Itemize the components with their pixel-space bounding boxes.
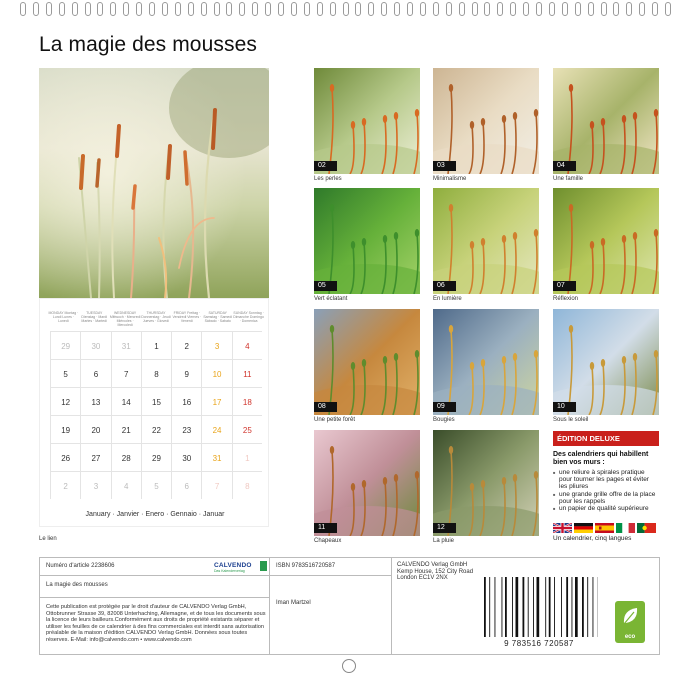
spiral-ring	[343, 2, 349, 16]
spiral-ring	[381, 2, 387, 16]
spiral-ring	[446, 2, 452, 16]
calendar-day: 4	[232, 331, 262, 359]
spiral-ring	[304, 2, 310, 16]
spiral-ring	[601, 2, 607, 16]
spiral-ring	[46, 2, 52, 16]
spiral-ring	[188, 2, 194, 16]
spiral-ring	[123, 2, 129, 16]
spiral-ring	[459, 2, 465, 16]
calendar-day: 6	[171, 471, 201, 499]
calendar-day: 19	[50, 415, 80, 443]
calendar-day: 17	[201, 387, 231, 415]
photo-number: 10	[553, 402, 576, 412]
photo-thumbnail	[314, 188, 420, 294]
calendar-day: 13	[80, 387, 110, 415]
photo-number: 09	[433, 402, 456, 412]
calendar-day: 11	[232, 359, 262, 387]
calendar-day: 8	[141, 359, 171, 387]
calendar-day: 16	[171, 387, 201, 415]
info-middle-column	[270, 558, 392, 654]
hanging-hole	[342, 659, 356, 673]
spiral-ring	[136, 2, 142, 16]
photo-caption: Vert éclatant	[314, 296, 348, 302]
spiral-ring	[85, 2, 91, 16]
spiral-ring	[639, 2, 645, 16]
calendar-day: 28	[111, 443, 141, 471]
spiral-ring	[252, 2, 258, 16]
spiral-ring	[226, 2, 232, 16]
calendar-day: 14	[111, 387, 141, 415]
photo-caption: Minimalisme	[433, 176, 467, 182]
flags-caption: Un calendrier, cinq langues	[553, 535, 632, 542]
spiral-ring	[652, 2, 658, 16]
calendar-day: 29	[141, 443, 171, 471]
photo-thumbnail	[553, 309, 659, 415]
italy-flag-icon	[616, 523, 635, 533]
eco-badge: eco	[615, 601, 645, 643]
calendar-day: 26	[50, 443, 80, 471]
weekday-header: MONDAY Montag · Lundi Lunes · Lunedì	[48, 311, 79, 323]
calendar-day: 6	[80, 359, 110, 387]
calendar-day: 22	[141, 415, 171, 443]
spiral-ring	[394, 2, 400, 16]
photo-number: 11	[314, 523, 337, 533]
spiral-ring	[562, 2, 568, 16]
photo-number: 07	[553, 281, 576, 291]
calendar-day: 20	[80, 415, 110, 443]
photo-number: 02	[314, 161, 337, 171]
calendar-day: 9	[171, 359, 201, 387]
germany-flag-icon	[574, 523, 593, 533]
spiral-ring	[549, 2, 555, 16]
isbn: ISBN 9783516720587	[276, 563, 336, 569]
spiral-ring	[239, 2, 245, 16]
calendar-day: 31	[201, 443, 231, 471]
spiral-ring	[407, 2, 413, 16]
calvendo-mark-icon	[260, 561, 267, 571]
calendar-day: 3	[201, 331, 231, 359]
spiral-ring	[265, 2, 271, 16]
photo-caption: Les perles	[314, 176, 342, 182]
photo-caption: La pluie	[433, 538, 455, 544]
calendar-day: 23	[171, 415, 201, 443]
spiral-ring	[175, 2, 181, 16]
spain-flag-icon	[595, 523, 614, 533]
calendar-day: 10	[201, 359, 231, 387]
publisher-address: CALVENDO Verlag GmbH Kemp House, 152 City Road London EC1V 2NX	[397, 562, 474, 582]
photo-number: 04	[553, 161, 576, 171]
spiral-ring	[497, 2, 503, 16]
spiral-ring	[433, 2, 439, 16]
main-photo	[39, 68, 269, 298]
photo-number: 06	[433, 281, 456, 291]
language-flags	[553, 523, 659, 533]
photo-number: 03	[433, 161, 456, 171]
photo-caption: En lumière	[433, 296, 462, 302]
leaf-icon	[615, 601, 645, 631]
calendar-day: 29	[50, 331, 80, 359]
spiral-ring	[665, 2, 671, 16]
spiral-ring	[20, 2, 26, 16]
spiral-ring	[510, 2, 516, 16]
photo-number: 05	[314, 281, 337, 291]
calvendo-logo: CALVENDO Das Kalenderverlag	[214, 562, 252, 573]
weekday-header: SATURDAY Samstag · Samedi Sábado · Sabato	[203, 311, 233, 323]
photo-thumbnail	[433, 309, 539, 415]
photo-thumbnail	[553, 68, 659, 174]
calendar-day: 15	[141, 387, 171, 415]
calendar-day: 30	[171, 443, 201, 471]
deluxe-feature-list	[553, 469, 659, 512]
photo-caption: Sous le soleil	[553, 417, 589, 423]
calendar-day: 5	[50, 359, 80, 387]
page-title: La magie des mousses	[39, 33, 257, 56]
deluxe-headline: Des calendriers qui habillent bien vos murs :	[553, 451, 649, 466]
product-title: La magie des mousses	[46, 582, 108, 588]
weekday-header: TUESDAY Dienstag · Mardi Martes · Martedì	[81, 311, 108, 323]
calendar-day: 12	[50, 387, 80, 415]
spiral-ring	[575, 2, 581, 16]
photo-caption: Une famille	[553, 176, 584, 182]
photo-caption: Réflexion	[553, 296, 579, 302]
spiral-ring	[214, 2, 220, 16]
calendar-day: 5	[141, 471, 171, 499]
weekday-header: THURSDAY Donnerstag · Jeudi Jueves · Giovedì	[141, 311, 171, 323]
weekday-header: FRIDAY Freitag · Vendredi Viernes · Venerdì	[172, 311, 202, 323]
spiral-ring	[472, 2, 478, 16]
spiral-ring	[291, 2, 297, 16]
photo-thumbnail	[314, 430, 420, 536]
photo-thumbnail	[433, 430, 539, 536]
photo-thumbnail	[433, 188, 539, 294]
barcode	[480, 577, 598, 649]
calendar-day: 27	[80, 443, 110, 471]
spiral-ring	[201, 2, 207, 16]
calendar-day: 2	[171, 331, 201, 359]
photo-thumbnail	[314, 309, 420, 415]
deluxe-feature: ■ une reliure à spirales pratique pour tourner les pages et éviter les pliures	[553, 469, 659, 491]
calendar-day: 24	[201, 415, 231, 443]
photo-caption: Chapeaux	[314, 538, 342, 544]
calendar-grid	[39, 298, 269, 527]
calendar-day: 4	[111, 471, 141, 499]
photo-caption: Une petite forêt	[314, 417, 356, 423]
photo-number: 12	[433, 523, 456, 533]
deluxe-edition-box	[553, 431, 659, 542]
calendar-day: 31	[111, 331, 141, 359]
spiral-binding	[20, 2, 680, 20]
spiral-ring	[72, 2, 78, 16]
portugal-flag-icon	[637, 523, 656, 533]
spiral-ring	[613, 2, 619, 16]
spiral-ring	[162, 2, 168, 16]
spiral-ring	[33, 2, 39, 16]
spiral-ring	[626, 2, 632, 16]
legal-notice: Cette publication est protégée par le droit d'auteur de CALVENDO Verlag GmbH, Ottobrunner Strasse 39, 82008 Unterhaching, Allemagne, et de tous les documents sous la licence de leurs bailleurs.Conformément aux droits de propriété existants séparer et utiliser les feuilles de ce calendrier à des fins commerciales est interdit sans autorisation préalable de la maison d'édition CALVENDO Verlag GmbH. Données sous toutes réserves. E-Mail: info@calvendo.com • www.calvendo.com	[46, 604, 266, 643]
article-row	[40, 558, 270, 576]
author-name: Iman Martzel	[276, 600, 311, 606]
main-photo-caption: Le lien	[39, 536, 57, 542]
product-title-row	[40, 576, 270, 598]
spiral-ring	[355, 2, 361, 16]
calendar-month-label: January · Janvier · Enero · Gennaio · Januar	[85, 511, 225, 518]
barcode-digits: 9 783516 720587	[504, 639, 574, 648]
deluxe-banner: ÉDITION DELUXE	[553, 431, 659, 446]
deluxe-feature: ■ une grande grille offre de la place pour les rappels	[553, 491, 659, 505]
calendar-day: 3	[80, 471, 110, 499]
calendar-day: 7	[201, 471, 231, 499]
calendar-day: 30	[80, 331, 110, 359]
info-left-column	[40, 558, 270, 654]
photo-thumbnail	[314, 68, 420, 174]
article-number: Numéro d'article 2238606	[46, 563, 115, 569]
weekday-header: WEDNESDAY Mittwoch · Mercredi Miércoles · Mercoledì	[109, 311, 141, 327]
photo-caption: Bougies	[433, 417, 455, 423]
weekday-header: SUNDAY Sonntag · Dimanche Domingo · Domenica	[233, 311, 264, 323]
spiral-ring	[59, 2, 65, 16]
calendar-day: 25	[232, 415, 262, 443]
calendar-day: 1	[141, 331, 171, 359]
uk-flag-icon	[553, 523, 572, 533]
calendar-day: 18	[232, 387, 262, 415]
spiral-ring	[484, 2, 490, 16]
calendar-day: 2	[50, 471, 80, 499]
spiral-ring	[368, 2, 374, 16]
spiral-ring	[149, 2, 155, 16]
calendar-day: 21	[111, 415, 141, 443]
deluxe-feature: ■ un papier de qualité supérieure	[553, 505, 659, 512]
photo-thumbnail	[553, 188, 659, 294]
calendar-day: 7	[111, 359, 141, 387]
photo-thumbnail	[433, 68, 539, 174]
spiral-ring	[523, 2, 529, 16]
spiral-ring	[330, 2, 336, 16]
calendar-day: 8	[232, 471, 262, 499]
spiral-ring	[97, 2, 103, 16]
spiral-ring	[536, 2, 542, 16]
spiral-ring	[110, 2, 116, 16]
spiral-ring	[588, 2, 594, 16]
spiral-ring	[317, 2, 323, 16]
spiral-ring	[278, 2, 284, 16]
calendar-day: 1	[232, 443, 262, 471]
photo-number: 08	[314, 402, 337, 412]
spiral-ring	[420, 2, 426, 16]
